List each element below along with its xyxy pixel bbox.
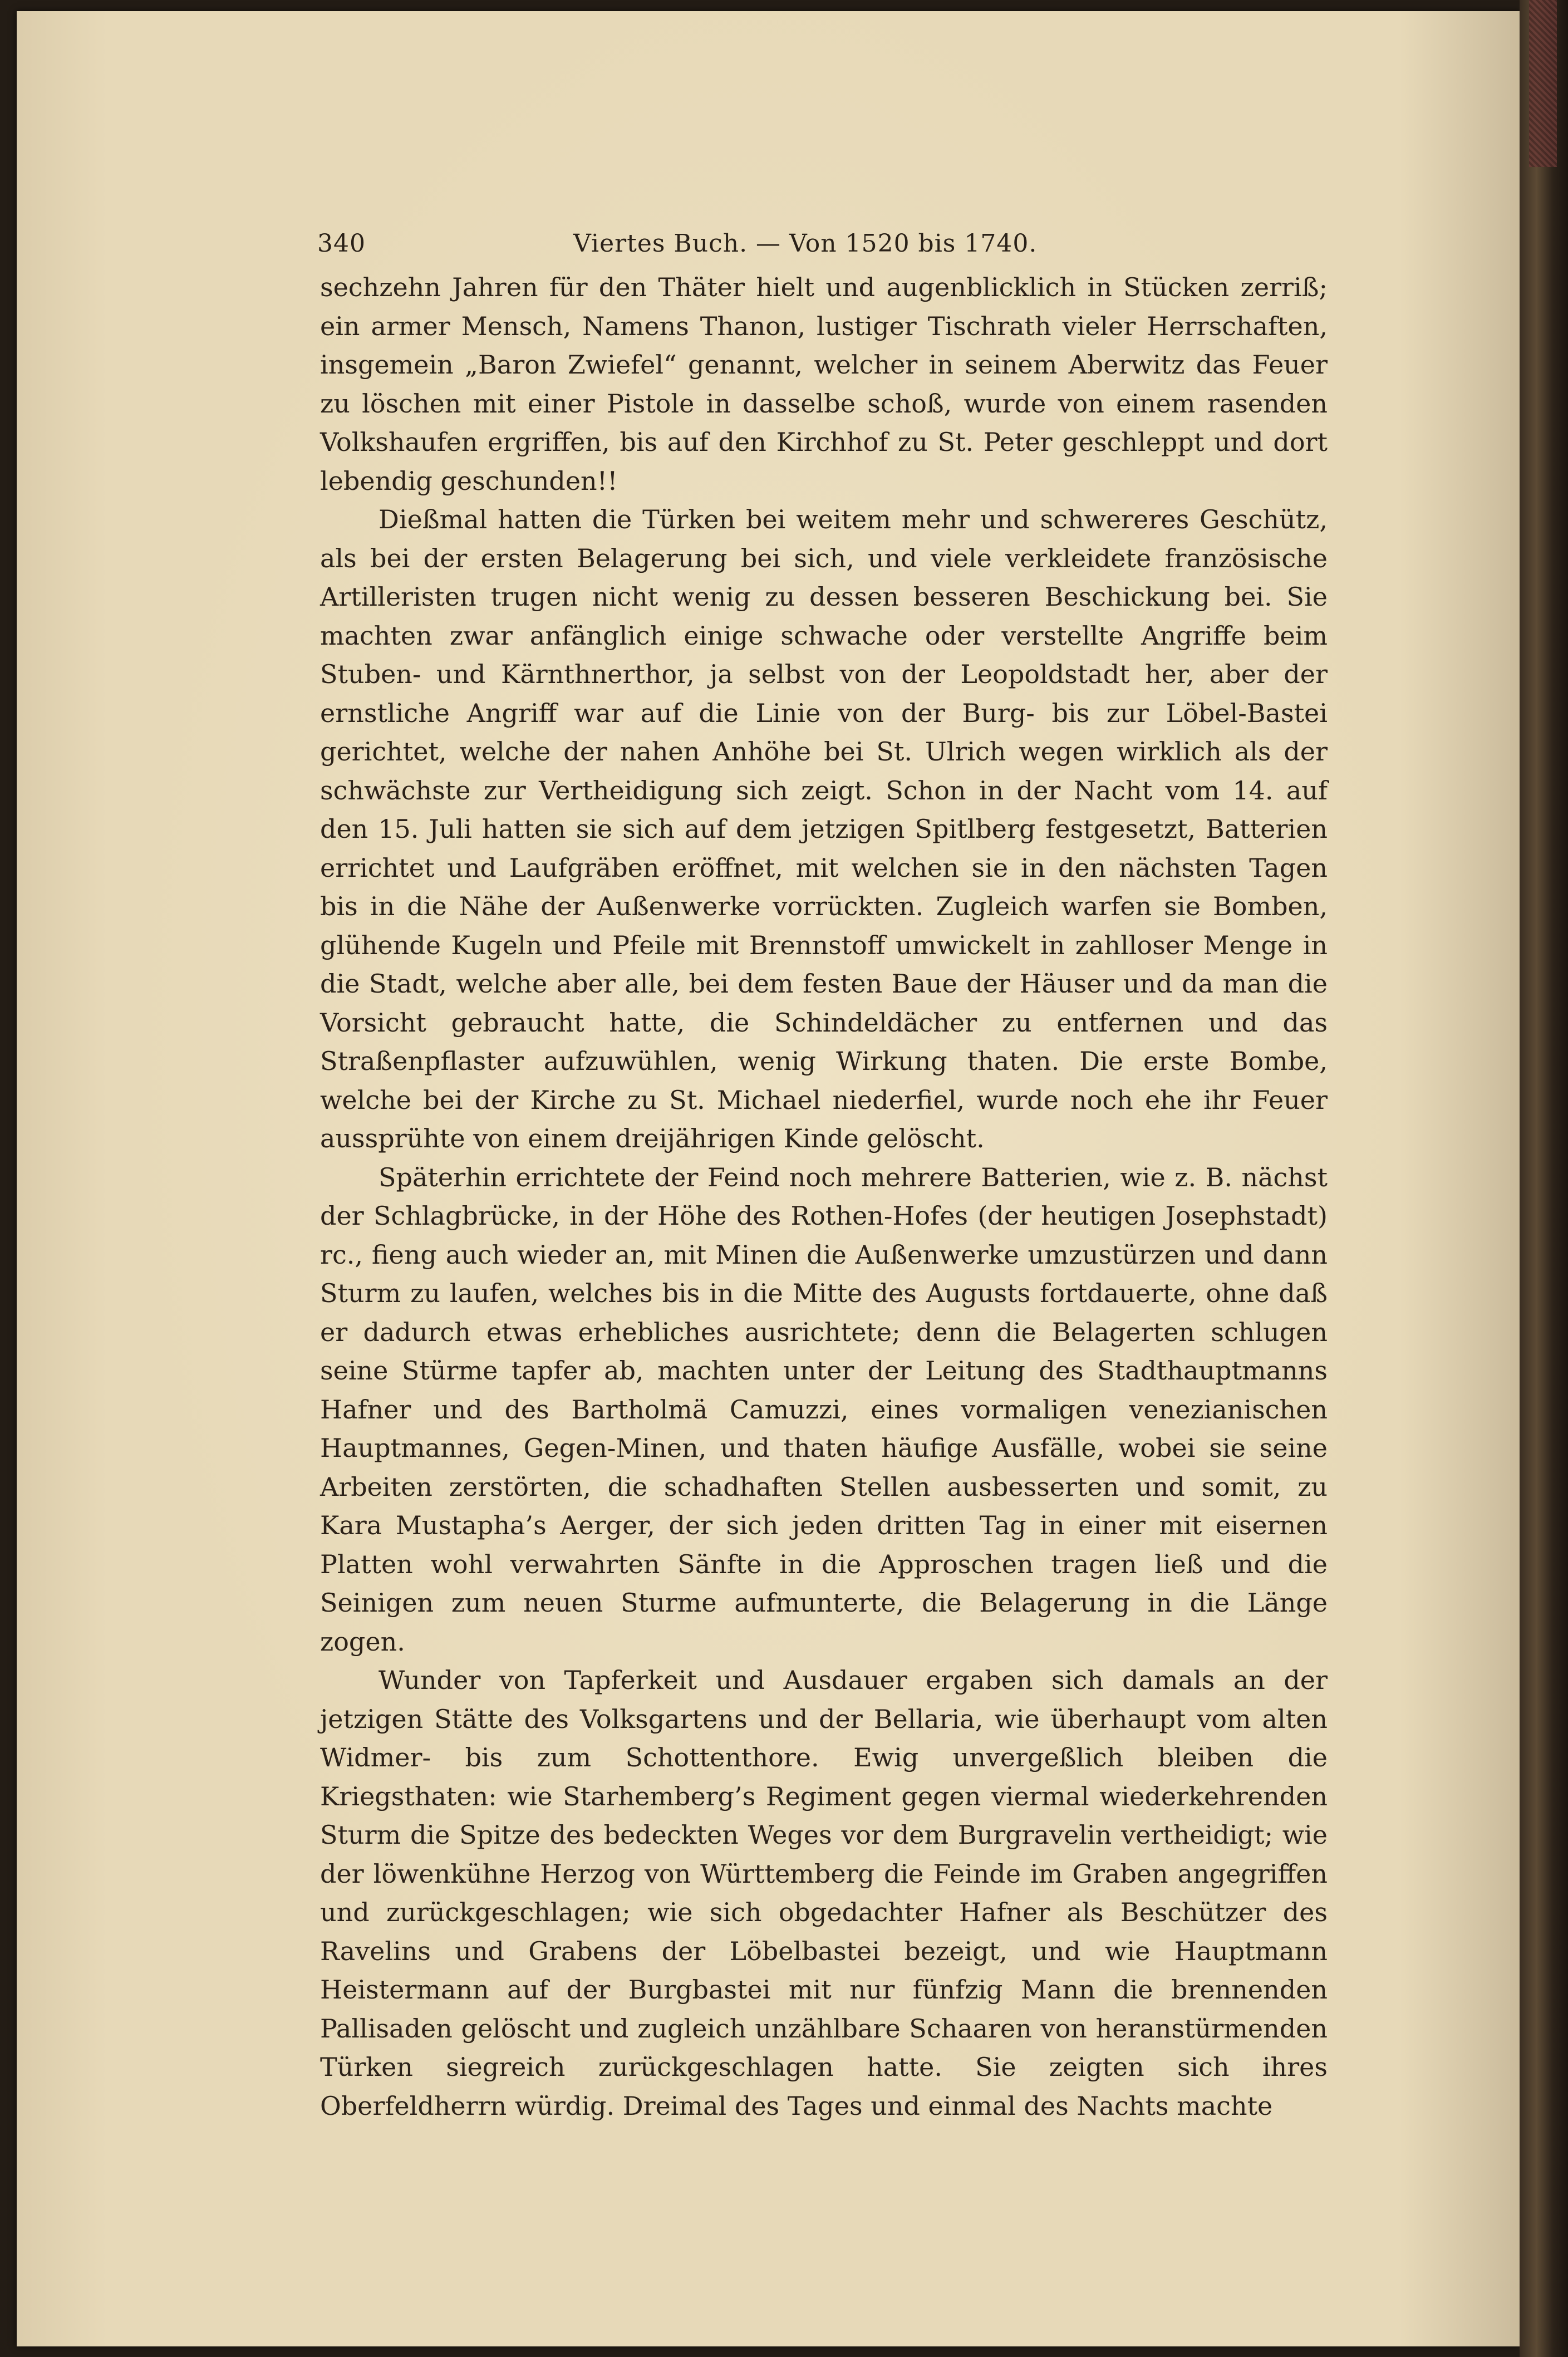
page-sheet [17, 11, 1520, 2346]
paragraph: Wunder von Tapferkeit und Ausdauer ergaben sich damals an der jetzigen Stätte des Volksgartens und der Bellaria, wie überhaupt vom alten Widmer- bis zum Schottenthore. Ewig unvergeßlich bleiben die Kriegsthaten: wie Starhemberg’s Regiment gegen viermal wiederkehrenden Sturm die Spitze des bedeckten Weges vor dem Burgravelin vertheidigt; wie der löwenkühne Herzog von Württemberg die Feinde im Graben angegriffen und zurückgeschlagen; wie sich obgedachter Hafner als Beschützer des Ravelins und Grabens der Löbelbastei bezeigt, und wie Hauptmann Heistermann auf der Burgbastei mit nur fünfzig Mann die brennenden Pallisaden gelöscht und zugleich unzählbare Schaaren von heranstürmenden Türken siegreich zurückgeschlagen hatte. Sie zeigten sich ihres Oberfeldherrn würdig. Dreimal des Tages und einmal des Nachts machte [320, 1665, 1328, 2121]
body-text [320, 268, 1328, 2125]
paragraph: Dießmal hatten die Türken bei weitem mehr und schwereres Geschütz, als bei der ersten Belagerung bei sich, und viele verkleidete französische Artilleristen trugen nicht wenig zu dessen besseren Beschickung bei. Sie machten zwar anfänglich einige schwache oder verstellte Angriffe beim Stuben- und Kärnthnerthor, ja selbst von der Leopoldstadt her, aber der ernstliche Angriff war auf die Linie von der Burg- bis zur Löbel-Bastei gerichtet, welche der nahen Anhöhe bei St. Ulrich wegen wirklich als der schwächste zur Vertheidigung sich zeigt. Schon in der Nacht vom 14. auf den 15. Juli hatten sie sich auf dem jetzigen Spitlberg festgesetzt, Batterien errichtet und Laufgräben eröffnet, mit welchen sie in den nächsten Tagen bis in die Nähe der Außenwerke vorrückten. Zugleich warfen sie Bomben, glühende Kugeln und Pfeile mit Brennstoff umwickelt in zahlloser Menge in die Stadt, welche aber alle, bei dem festen Baue der Häuser und da man die Vorsicht gebraucht hatte, die Schindeldächer zu entfernen und das Straßenpflaster aufzuwühlen, wenig Wirkung thaten. Die erste Bombe, welche bei der Kirche zu St. Michael niederfiel, wurde noch ehe ihr Feuer aussprühte von einem dreijährigen Kinde gelöscht. [320, 504, 1328, 1153]
running-head [317, 229, 1319, 268]
paragraph: sechzehn Jahren für den Thäter hielt und augenblicklich in Stücken zerriß; ein armer Mensch, Namens Thanon, lustiger Tischrath vieler Herrschaften, insgemein „Baron Zwiefel“ genannt, welcher in seinem Aberwitz das Feuer zu löschen mit einer Pistole in dasselbe schoß, wurde von einem rasenden Volkshaufen ergriffen, bis auf den Kirchhof zu St. Peter geschleppt und dort lebendig geschunden!! [320, 272, 1328, 496]
running-title: Viertes Buch. — Von 1520 bis 1740. [573, 229, 1038, 258]
paragraph: Späterhin errichtete der Feind noch mehrere Batterien, wie z. B. nächst der Schlagbrücke, in der Höhe des Rothen-Hofes (der heutigen Josephstadt) rc., fieng auch wieder an, mit Minen die Außenwerke umzustürzen und dann Sturm zu laufen, welches bis in die Mitte des Augusts fortdauerte, ohne daß er dadurch etwas erhebliches ausrichtete; denn die Belagerten schlugen seine Stürme tapfer ab, machten unter der Leitung des Stadthauptmanns Hafner und des Bartholmä Camuzzi, eines vormaligen venezianischen Hauptmannes, Gegen-Minen, und thaten häufige Ausfälle, wobei sie seine Arbeiten zerstörten, die schadhaften Stellen ausbesserten und somit, zu Kara Mustapha’s Aerger, der sich jeden dritten Tag in einer mit eisernen Platten wohl verwahrten Sänfte in die Approschen tragen ließ und die Seinigen zum neuen Sturme aufmunterte, die Belagerung in die Länge zogen. [320, 1162, 1328, 1657]
page-number: 340 [317, 229, 366, 258]
book-spine-edge [1520, 0, 1568, 2357]
binding-fabric [1529, 0, 1557, 167]
